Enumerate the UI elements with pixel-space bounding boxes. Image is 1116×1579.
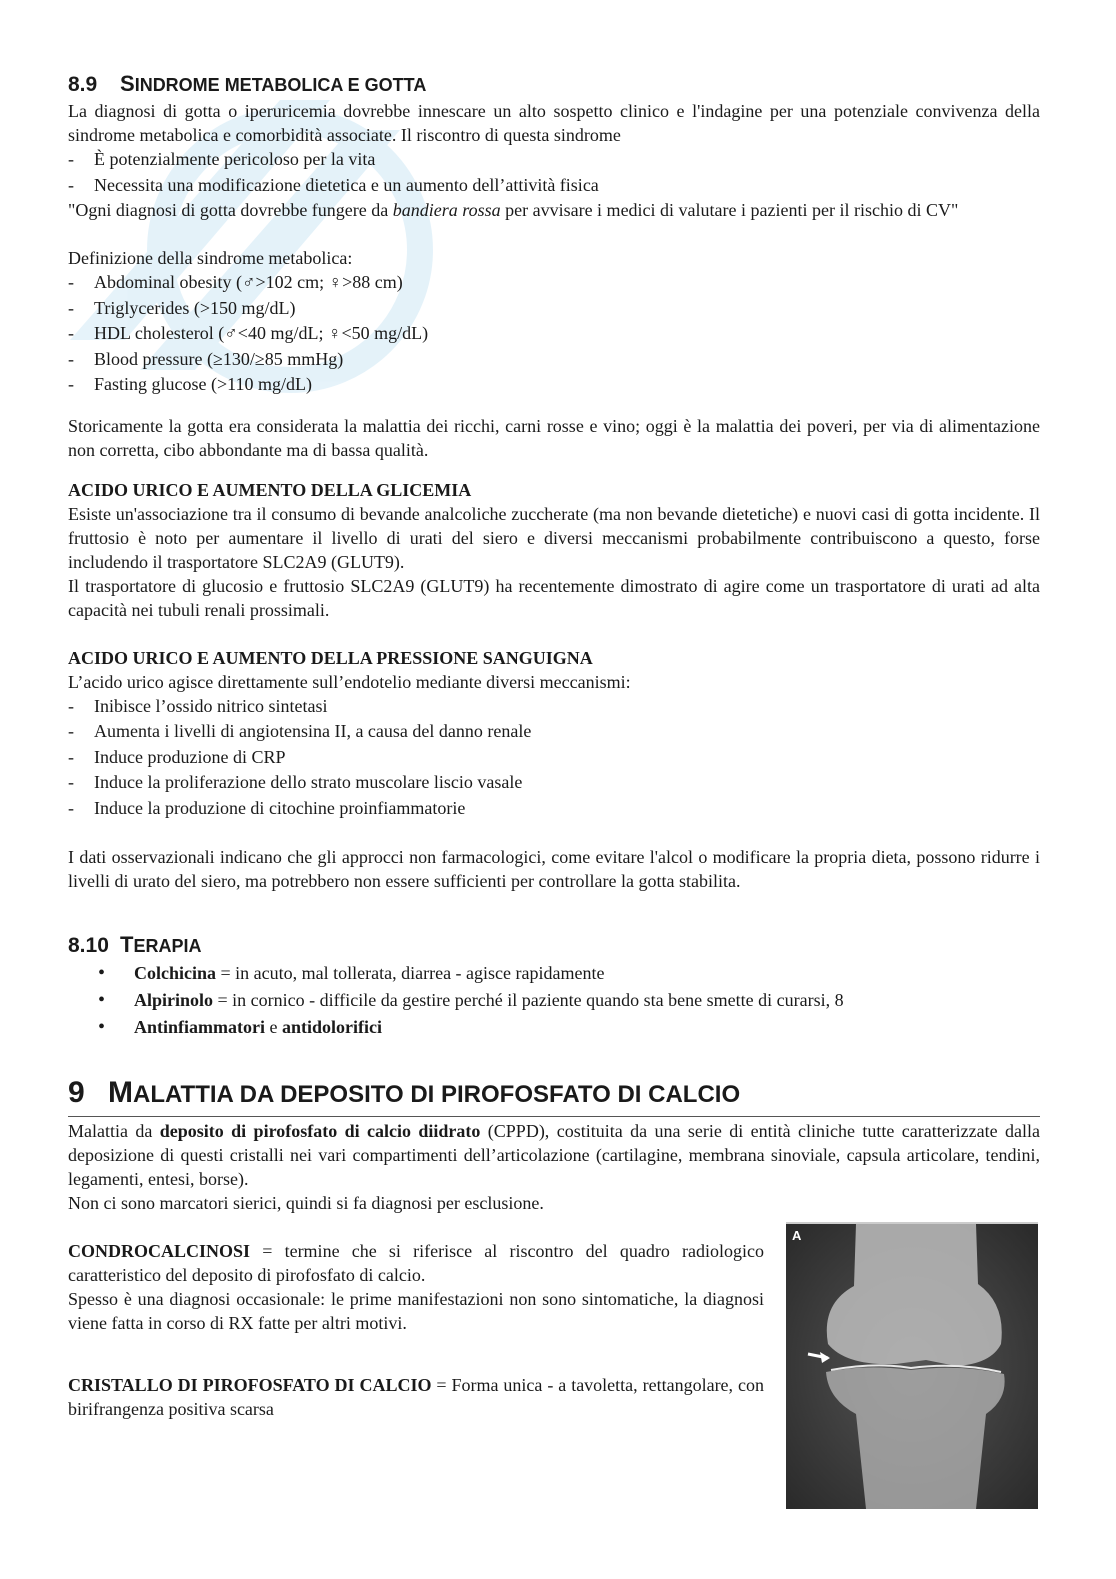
list-item: - È potenzialmente pericoloso per la vita xyxy=(68,147,1040,173)
text: Malattia da xyxy=(68,1121,160,1141)
paragraph: Il trasportatore di glucosio e fruttosio SLC2A9 (GLUT9) ha recentemente dimostrato di agire come un trasportatore di urati ad alta capacità nei tubuli renali prossimali. xyxy=(68,575,1040,620)
term: Colchicina xyxy=(134,963,217,983)
chapter-9-heading xyxy=(68,1073,1040,1117)
list-item: - Induce produzione di CRP xyxy=(68,745,1040,771)
list-item: - Abdominal obesity (♂>102 cm; ♀>88 cm) xyxy=(68,270,1040,296)
subheading: ACIDO URICO E AUMENTO DELLA PRESSIONE SANGUIGNA xyxy=(68,647,593,668)
text: = termine che si riferisce al riscontro del quadro radiologico caratteristico del deposito di pirofosfato di calcio. xyxy=(68,1241,764,1285)
list-item xyxy=(68,987,1040,1014)
term-description: = in cornico - difficile da gestire perché il paziente quando sta bene smette di curarsi, 8 xyxy=(213,990,844,1010)
section-8-9-heading xyxy=(68,70,1040,99)
left-column xyxy=(68,1239,764,1421)
list-item: - Induce la proliferazione dello strato muscolare liscio vasale xyxy=(68,770,1040,796)
dash-list xyxy=(68,147,1040,198)
xray-drawing xyxy=(786,1224,1038,1509)
list-item: - Inibisce l’ossido nitrico sintetasi xyxy=(68,694,1040,720)
list-item: - Induce la produzione di citochine proinfiammatorie xyxy=(68,796,1040,822)
list-item: - Blood pressure (≥130/≥85 mmHg) xyxy=(68,347,1040,373)
paragraph: Spesso è una diagnosi occasionale: le prime manifestazioni non sono sintomatiche, la diagnosi viene fatta in corso di RX fatte per altri motivi. xyxy=(68,1289,764,1333)
heading-text: INDROME METABOLICA E GOTTA xyxy=(134,75,427,95)
quote-text: "Ogni diagnosi di gotta dovrebbe fungere da xyxy=(68,200,393,220)
heading-text: ALATTIA DA DEPOSITO DI PIROFOSFATO DI CALCIO xyxy=(133,1081,741,1108)
list-item: - Necessita una modificazione dietetica e un aumento dell’attività fisica xyxy=(68,173,1040,199)
heading-initial: T xyxy=(120,932,134,957)
term: antidolorifici xyxy=(281,1017,382,1037)
chapter-number: 9 xyxy=(68,1076,85,1109)
paragraph xyxy=(68,1239,764,1287)
list-item: - Aumenta i livelli di angiotensina II, a causa del danno renale xyxy=(68,719,1040,745)
text: = Forma unica - a tavoletta, rettangolare, con birifrangenza positiva scarsa xyxy=(68,1375,764,1419)
figure-label: A xyxy=(792,1228,802,1243)
term: Alpirinolo xyxy=(134,990,214,1010)
bold-term: CRISTALLO DI PIROFOSFATO DI CALCIO xyxy=(68,1375,432,1395)
paragraph xyxy=(68,1373,764,1421)
bold-term: deposito di pirofosfato di calcio diidrato xyxy=(159,1121,481,1141)
heading-text: ERAPIA xyxy=(133,936,202,956)
subheading: ACIDO URICO E AUMENTO DELLA GLICEMIA xyxy=(68,479,472,500)
list-item: - Triglycerides (>150 mg/dL) xyxy=(68,296,1040,322)
quote-text: per avvisare i medici di valutare i pazienti per il rischio di CV" xyxy=(500,200,959,220)
list-item: - HDL cholesterol (♂<40 mg/dL; ♀<50 mg/dL) xyxy=(68,321,1040,347)
section-number: 8.9 xyxy=(68,73,98,96)
text: (CPPD), costituita da una serie di entità cliniche tutte caratterizzate dalla deposizione di questi cristalli nei vari compartimenti dell’articolazione (cartilagine, membrana sinoviale, capsula articolare, tendini, legamenti, entesi, borse). xyxy=(68,1121,1041,1189)
list-item: - Fasting glucose (>110 mg/dL) xyxy=(68,372,1040,398)
paragraph: Storicamente la gotta era considerata la malattia dei ricchi, carni rosse e vino; oggi è la malattia dei poveri, per via di alimentazione non corretta, cibo abbondante ma di bassa qualità. xyxy=(68,415,1040,460)
term: Antinfiammatori xyxy=(134,1017,265,1037)
heading-initial: M xyxy=(108,1076,133,1109)
list-item xyxy=(68,960,1040,987)
section-number: 8.10 xyxy=(68,934,109,957)
quote-emphasis: bandiera rossa xyxy=(392,200,501,220)
list-item xyxy=(68,1014,1040,1041)
knee-xray-image xyxy=(786,1222,1038,1509)
section-8-10-heading xyxy=(68,931,1040,960)
bullet-list xyxy=(68,960,1040,1041)
conjunction: e xyxy=(264,1017,282,1037)
bold-term: CONDROCALCINOSI xyxy=(68,1241,251,1261)
paragraph xyxy=(68,1119,1040,1191)
paragraph: L’acido urico agisce direttamente sull’endotelio mediante diversi meccanismi: xyxy=(68,671,631,692)
paragraph: I dati osservazionali indicano che gli approcci non farmacologici, come evitare l'alcol o modificare la propria dieta, possono ridurre i livelli di urato del siero, ma potrebbero non essere sufficienti per controllare la gotta stabilita. xyxy=(68,847,1040,891)
dash-list xyxy=(68,694,1040,822)
paragraph: La diagnosi di gotta o iperuricemia dovrebbe innescare un alto sospetto clinico e l'indagine per una potenziale convivenza della sindrome metabolica e comorbidità associate. Il riscontro di questa sindrome xyxy=(68,101,1040,145)
paragraph: Esiste un'associazione tra il consumo di bevande analcoliche zuccherate (ma non bevande dietetiche) e nuovi casi di gotta incidente. Il fruttosio è noto per aumentare il livello di urati del siero e diversi meccanismi probabilmente contribuiscono a questo, forse includendo il trasportatore SLC2A9 (GLUT9). xyxy=(68,503,1040,572)
paragraph: Non ci sono marcatori sierici, quindi si fa diagnosi per esclusione. xyxy=(68,1193,544,1213)
definition-title: Definizione della sindrome metabolica: xyxy=(68,248,353,268)
heading-initial: S xyxy=(120,71,135,96)
document-page xyxy=(68,70,1040,1421)
term-description: = in acuto, mal tollerata, diarrea - agisce rapidamente xyxy=(216,963,605,983)
quote-paragraph xyxy=(68,198,1040,222)
definition-list xyxy=(68,270,1040,398)
